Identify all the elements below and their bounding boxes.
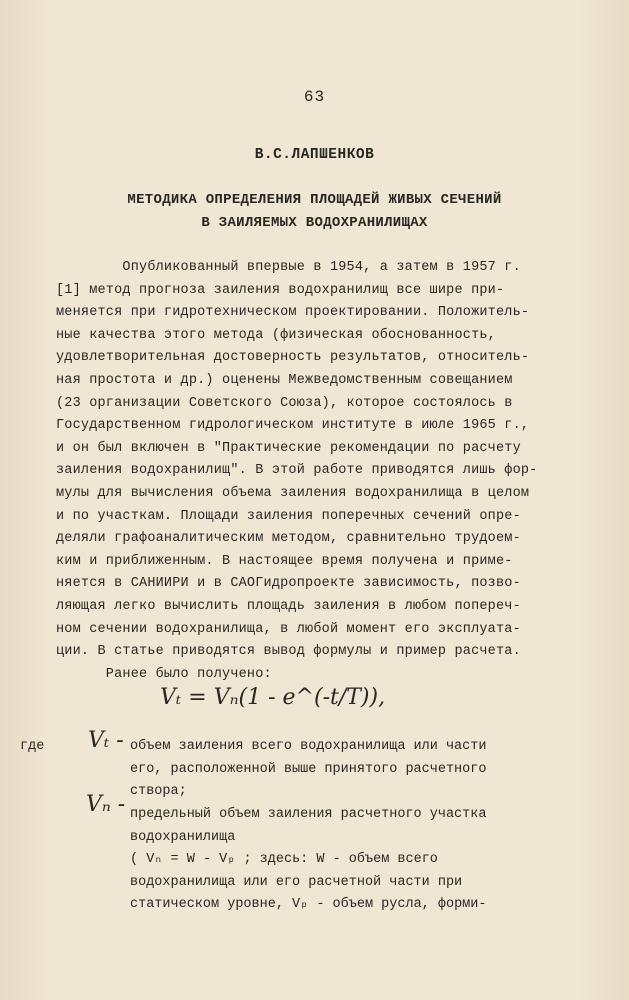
text-line: деляли графоаналитическим методом, сравнительно трудоем- [56,531,521,547]
text-line: ная простота и др.) оценены Межведомственным совещанием [56,372,513,388]
text-line: (23 организации Советского Союза), которое состоялось в [56,395,513,411]
text-line: Государственном гидрологическом институте в июле 1965 г., [56,418,530,434]
text-line: предельный объем заиления расчетного участка [130,807,487,822]
definition-text [130,736,570,804]
text-line: Опубликованный впервые в 1954, а затем в 1957 г. [56,260,521,275]
text-line: створа; [130,784,187,799]
text-line: объем заиления всего водохранилища или части [130,739,487,754]
text-line: ные качества этого метода (физическая обоснованность, [56,327,496,343]
text-line: и он был включен в "Практические рекомендации по расчету [56,440,521,456]
text-line: мулы для вычисления объема заиления водохранилища в целом [56,485,530,501]
title-line: В ЗАИЛЯЕМЫХ ВОДОХРАНИЛИЩАХ [201,215,428,231]
text-line: ким и приближенным. В настоящее время получена и приме- [56,553,513,569]
text-line: ции. В статье приводятся вывод формулы и пример расчета. [56,644,521,660]
definition-symbol: Vₙ - [86,792,126,817]
text-line: ( Vₙ = W - Vₚ ; здесь: W - объем всего [130,852,438,867]
text-line: статическом уровне, Vₚ - объем русла, форми- [130,897,487,912]
definition-symbol: Vₜ - [88,728,124,753]
text-line: [1] метод прогноза заиления водохранилищ все шире при- [56,282,505,298]
text-line: няется в САНИИРИ и в САОГидропроекте зависимость, позво- [56,576,521,592]
formula-siltation-volume: Vₜ = Vₙ(1 - e^(-t/T)), [160,685,386,710]
text-line: водохранилища [130,829,236,845]
text-line: ляющая легко вычислить площадь заиления в любом попереч- [56,598,521,614]
article-title [0,189,629,235]
page-number: 63 [303,88,326,106]
text-line: водохранилища или его расчетной части при [130,874,463,890]
where-label: где [20,739,45,754]
definition-text [130,804,570,917]
author-name: В.С.ЛАПШЕНКОВ [254,147,375,163]
text-line: и по участкам. Площади заиления поперечных сечений опре- [56,508,521,524]
body-paragraph [56,257,550,686]
title-line: МЕТОДИКА ОПРЕДЕЛЕНИЯ ПЛОЩАДЕЙ ЖИВЫХ СЕЧЕНИЙ [127,192,502,208]
text-line: заиления водохранилищ". В этой работе приводятся лишь фор- [56,463,538,479]
text-line: его, расположенной выше принятого расчетного [130,761,487,777]
formula-intro: Ранее было получено: [56,666,272,682]
text-line: удовлетворительная достоверность результатов, относитель- [56,350,530,366]
text-line: меняется при гидротехническом проектировании. Положитель- [56,305,530,321]
text-line: ном сечении водохранилища, в любой момент его эксплуата- [56,621,521,637]
